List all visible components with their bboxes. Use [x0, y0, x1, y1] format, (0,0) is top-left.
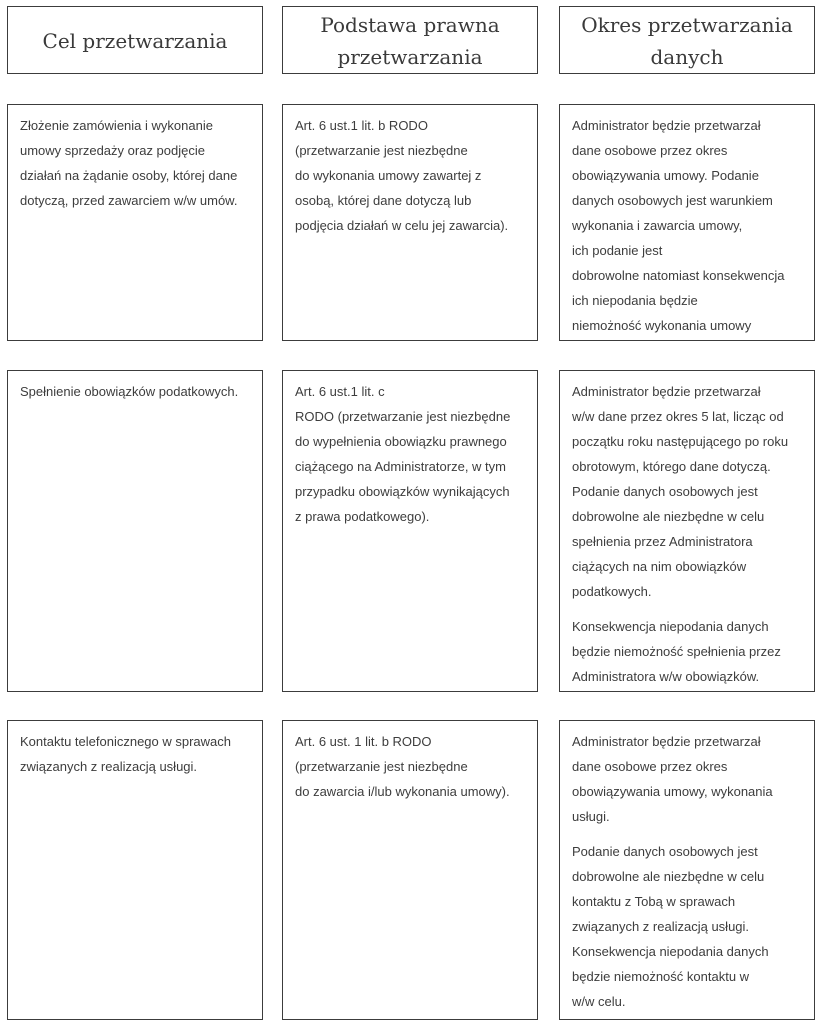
cell-text-line: danych osobowych jest warunkiem — [572, 193, 773, 208]
cell-text-line: ich niepodania będzie — [572, 293, 698, 308]
header-legal-basis-line: Podstawa prawna — [320, 13, 500, 37]
cell-paragraph — [20, 113, 250, 213]
cell-paragraph — [572, 113, 802, 338]
cell-text-line: dane osobowe przez okres — [572, 759, 728, 774]
cell-text-line: Złożenie zamówienia i wykonanie — [20, 118, 213, 133]
row1-period-cell — [559, 104, 815, 341]
cell-paragraph — [572, 379, 802, 604]
cell-text-line: (przetwarzanie jest niezbędne — [295, 759, 468, 774]
cell-text-line: Administrator będzie przetwarzał — [572, 118, 761, 133]
cell-text-line: Konsekwencja niepodania danych — [572, 619, 769, 634]
cell-text-line: Spełnienie obowiązków podatkowych. — [20, 384, 239, 399]
cell-text-line: Administratora w/w obowiązków. — [572, 669, 760, 684]
cell-paragraph — [572, 614, 802, 689]
cell-text-line: niemożność wykonania umowy — [572, 318, 752, 333]
row3-purpose-cell — [7, 720, 263, 1020]
cell-text-line: usługi. — [572, 809, 610, 824]
row2-purpose-cell — [7, 370, 263, 692]
cell-text-line: Administrator będzie przetwarzał — [572, 734, 761, 749]
header-period-line: Okres przetwarzania — [581, 13, 793, 37]
cell-text-line: dane osobowe przez okres — [572, 143, 728, 158]
cell-text-line: umowy sprzedaży oraz podjęcie — [20, 143, 205, 158]
cell-text-line: wykonania i zawarcia umowy, — [572, 218, 743, 233]
cell-paragraph — [20, 729, 250, 779]
cell-text-line: w/w dane przez okres 5 lat, licząc od — [572, 409, 784, 424]
cell-paragraph — [295, 729, 525, 804]
row2-period-cell — [559, 370, 815, 692]
cell-text-line: dobrowolne ale niezbędne w celu — [572, 869, 765, 884]
cell-paragraph — [20, 379, 250, 404]
cell-text-line: będzie niemożność kontaktu w — [572, 969, 750, 984]
cell-text-line: RODO (przetwarzanie jest niezbędne — [295, 409, 511, 424]
cell-text-line: Art. 6 ust.1 lit. b RODO — [295, 118, 428, 133]
cell-text-line: ich podanie jest — [572, 243, 663, 258]
cell-text-line: Podanie danych osobowych jest — [572, 844, 758, 859]
cell-text-line: związanych z realizacją usługi. — [20, 759, 198, 774]
header-purpose-line: Cel przetwarzania — [42, 29, 228, 53]
cell-text-line: podjęcia działań w celu jej zawarcia). — [295, 218, 509, 233]
cell-text-line: Art. 6 ust.1 lit. c — [295, 384, 385, 399]
cell-text-line: dobrowolne natomiast konsekwencja — [572, 268, 785, 283]
cell-text-line: ciążących na nim obowiązków — [572, 559, 747, 574]
row2-legal-basis-cell — [282, 370, 538, 692]
row1-purpose-cell — [7, 104, 263, 341]
cell-text-line: dobrowolne ale niezbędne w celu — [572, 509, 765, 524]
cell-text-line: osobą, której dane dotyczą lub — [295, 193, 472, 208]
cell-text-line: podatkowych. — [572, 584, 652, 599]
cell-text-line: spełnienia przez Administratora — [572, 534, 753, 549]
cell-text-line: do wykonania umowy zawartej z — [295, 168, 482, 183]
header-period-line: danych — [650, 45, 724, 69]
cell-text-line: obrotowym, którego dane dotyczą. — [572, 459, 771, 474]
cell-text-line: Administrator będzie przetwarzał — [572, 384, 761, 399]
cell-text-line: początku roku następującego po roku — [572, 434, 789, 449]
cell-text-line: dotyczą, przed zawarciem w/w umów. — [20, 193, 238, 208]
cell-text-line: Podanie danych osobowych jest — [572, 484, 758, 499]
cell-text-line: w/w celu. — [572, 994, 626, 1009]
cell-text-line: związanych z realizacją usługi. — [572, 919, 750, 934]
cell-text-line: kontaktu z Tobą w sprawach — [572, 894, 736, 909]
row1-legal-basis-cell — [282, 104, 538, 341]
cell-paragraph — [572, 729, 802, 829]
header-purpose — [7, 6, 263, 74]
cell-text-line: przypadku obowiązków wynikających — [295, 484, 510, 499]
cell-text-line: działań na żądanie osoby, której dane — [20, 168, 238, 183]
row3-period-cell — [559, 720, 815, 1020]
header-legal-basis — [282, 6, 538, 74]
cell-text-line: do wypełnienia obowiązku prawnego — [295, 434, 507, 449]
cell-text-line: do zawarcia i/lub wykonania umowy). — [295, 784, 510, 799]
cell-text-line: ciążącego na Administratorze, w tym — [295, 459, 506, 474]
cell-text-line: (przetwarzanie jest niezbędne — [295, 143, 468, 158]
cell-text-line: Kontaktu telefonicznego w sprawach — [20, 734, 232, 749]
cell-text-line: obowiązywania umowy. Podanie — [572, 168, 759, 183]
cell-text-line: Konsekwencja niepodania danych — [572, 944, 769, 959]
cell-text-line: z prawa podatkowego). — [295, 509, 430, 524]
header-period — [559, 6, 815, 74]
cell-text-line: będzie niemożność spełnienia przez — [572, 644, 781, 659]
cell-text-line: obowiązywania umowy, wykonania — [572, 784, 773, 799]
cell-paragraph — [572, 839, 802, 1014]
cell-paragraph — [295, 113, 525, 238]
header-legal-basis-line: przetwarzania — [337, 45, 483, 69]
cell-paragraph — [295, 379, 525, 529]
row3-legal-basis-cell — [282, 720, 538, 1020]
cell-text-line: Art. 6 ust. 1 lit. b RODO — [295, 734, 432, 749]
